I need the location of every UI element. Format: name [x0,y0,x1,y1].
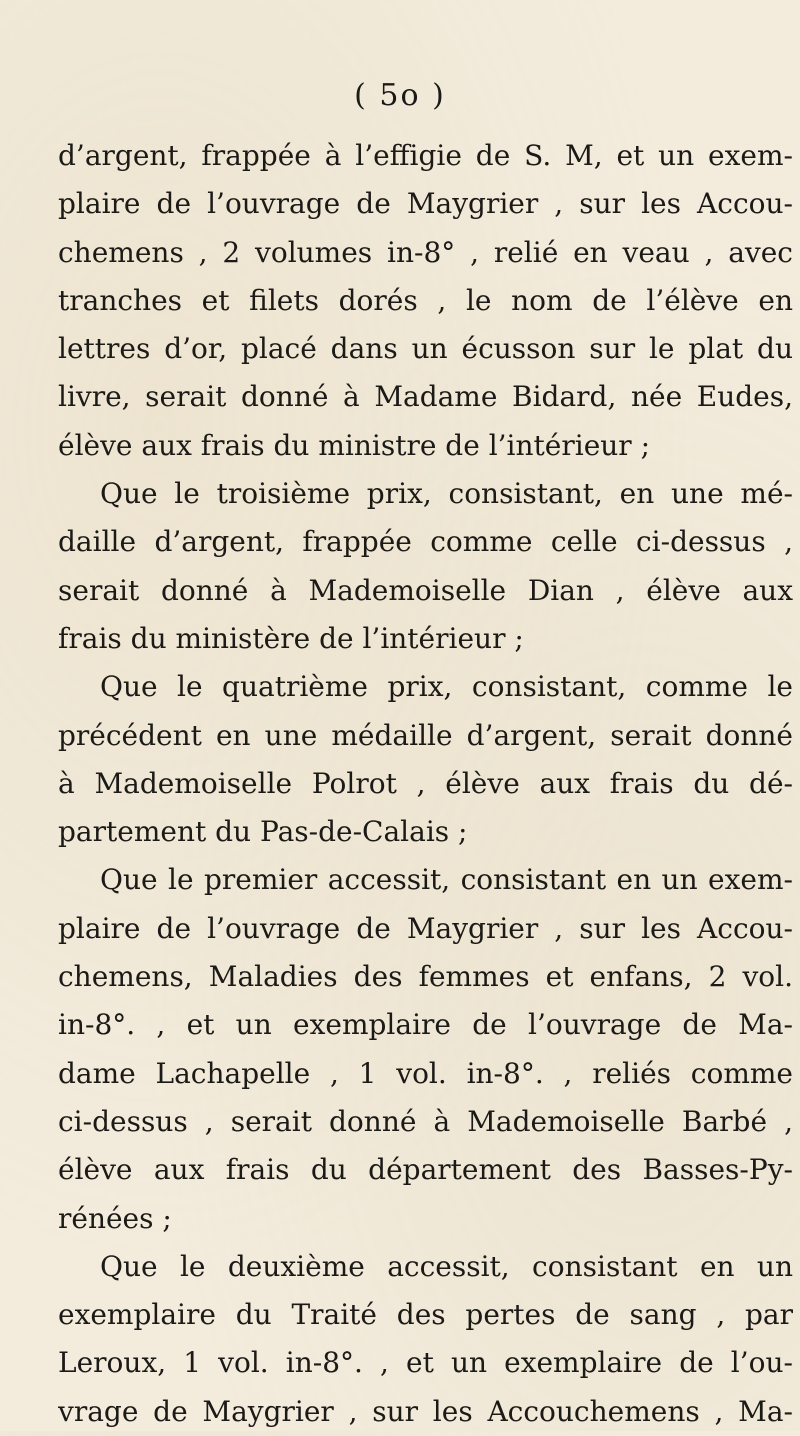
text-line: serait donné à Mademoiselle Dian , élève aux [58,573,793,607]
text-line: lettres d’or, placé dans un écusson sur le plat du [58,332,793,366]
text-line: chemens, Maladies des femmes et enfans, 2 vol. [58,960,793,994]
text-line: rénées ; [58,1201,172,1235]
text-line: ci-dessus , serait donné à Mademoiselle Barbé , [58,1104,793,1138]
text-line: précédent en une médaille d’argent, serait donné [58,718,793,752]
text-line: tranches et filets dorés , le nom de l’élève en [58,283,793,317]
text-line: plaire de l’ouvrage de Maygrier , sur les Accou- [58,187,793,221]
text-line: exemplaire du Traité des pertes de sang , par [58,1298,793,1332]
text-line: d’argent, frappée à l’effigie de S. M, et un exem- [58,139,793,172]
text-line: frais du ministère de l’intérieur ; [58,621,524,655]
text-line: livre, serait donné à Madame Bidard, née Eudes, [58,380,793,414]
text-line: partement du Pas-de-Calais ; [58,815,468,849]
text-line: Que le deuxième accessit, consistant en un [100,1249,793,1283]
body-text [58,132,793,1436]
text-line: vrage de Maygrier , sur les Accouchemens , Ma- [58,1394,793,1428]
text-line: à Mademoiselle Polrot , élève aux frais du dé- [58,766,793,800]
text-line: Que le quatrième prix, consistant, comme le [100,670,793,704]
text-line: Leroux, 1 vol. in-8°. , et un exemplaire de l’ou- [58,1346,793,1380]
text-line: Que le troisième prix, consistant, en une mé- [100,477,793,511]
text-line: plaire de l’ouvrage de Maygrier , sur les Accou- [58,911,793,945]
page-number: ( 5o ) [354,78,446,113]
text-line: dame Lachapelle , 1 vol. in-8°. , reliés comme [58,1056,793,1090]
text-line: élève aux frais du département des Basses-Py- [58,1153,793,1187]
text-line: Que le premier accessit, consistant en un exem- [100,863,793,897]
text-line: élève aux frais du ministre de l’intérieur ; [58,428,651,462]
text-line: in-8°. , et un exemplaire de l’ouvrage de Ma- [58,1008,793,1042]
text-line: daille d’argent, frappée comme celle ci-dessus , [58,525,793,559]
text-line: chemens , 2 volumes in-8° , relié en veau , avec [58,235,793,269]
